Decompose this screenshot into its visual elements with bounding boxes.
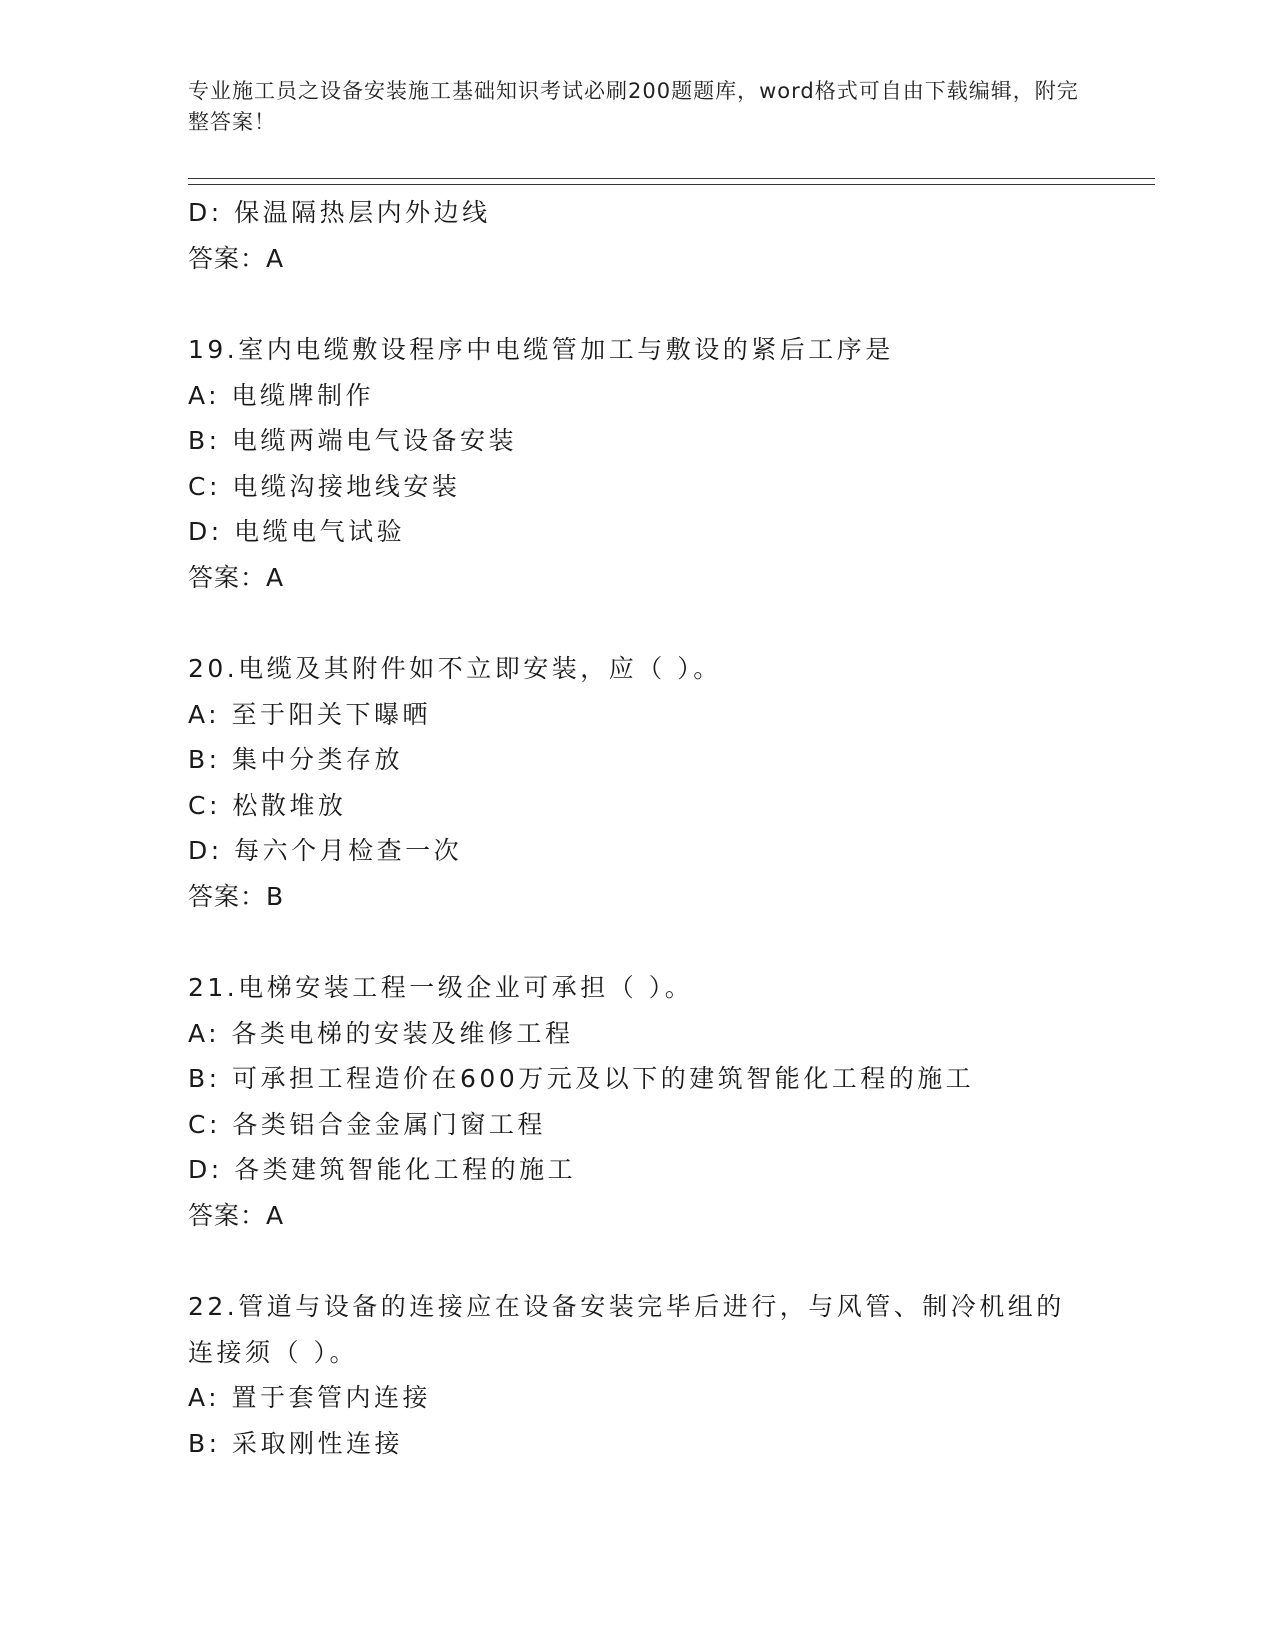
option-c: C: 电缆沟接地线安装: [188, 471, 461, 501]
option-d: D: 电缆电气试验: [188, 517, 406, 546]
option-a: A: 至于阳关下曝晒: [188, 699, 432, 729]
document-header: 专业施工员之设备安装施工基础知识考试必刷200题题库，word格式可自由下载编辑，附完整答案！: [188, 79, 1079, 134]
question-list: [188, 190, 1148, 1466]
option-a: A: 置于套管内连接: [188, 1383, 432, 1412]
option-b: B: 集中分类存放: [188, 745, 404, 774]
question-stem: 20.电缆及其附件如不立即安装，应（ ）。: [188, 654, 722, 683]
answer-line: 答案：B: [188, 881, 285, 911]
question-19: [188, 327, 1148, 600]
question-20: [188, 646, 1148, 919]
option-d: D: 各类建筑智能化工程的施工: [188, 1155, 577, 1184]
question-21: [188, 965, 1148, 1238]
answer-line: 答案：A: [188, 1200, 285, 1230]
question-stem-line-1: 22.管道与设备的连接应在设备安装完毕后进行，与风管、制冷机组的: [188, 1292, 1065, 1321]
question-stem: 21.电梯安装工程一级企业可承担（ ）。: [188, 973, 694, 1002]
option-a: A: 电缆牌制作: [188, 380, 375, 410]
answer-line: 答案：A: [188, 562, 285, 592]
answer-line: 答案：A: [188, 243, 285, 273]
option-b: B: 采取刚性连接: [188, 1428, 404, 1458]
question-stem-line-2: 连接须（ ）。: [188, 1337, 358, 1367]
option-c: C: 各类铝合金金属门窗工程: [188, 1109, 546, 1139]
header-divider-bottom: [188, 184, 1155, 185]
option-d: D: 保温隔热层内外边线: [188, 198, 491, 227]
option-b: B: 可承担工程造价在600万元及以下的建筑智能化工程的施工: [188, 1064, 975, 1093]
option-c: C: 松散堆放: [188, 790, 347, 820]
question-22: [188, 1284, 1148, 1466]
header-divider-top: [188, 178, 1155, 179]
option-a: A: 各类电梯的安装及维修工程: [188, 1018, 574, 1048]
option-b: B: 电缆两端电气设备安装: [188, 426, 518, 455]
option-d: D: 每六个月检查一次: [188, 836, 463, 865]
question-stem: 19.室内电缆敷设程序中电缆管加工与敷设的紧后工序是: [188, 335, 894, 364]
